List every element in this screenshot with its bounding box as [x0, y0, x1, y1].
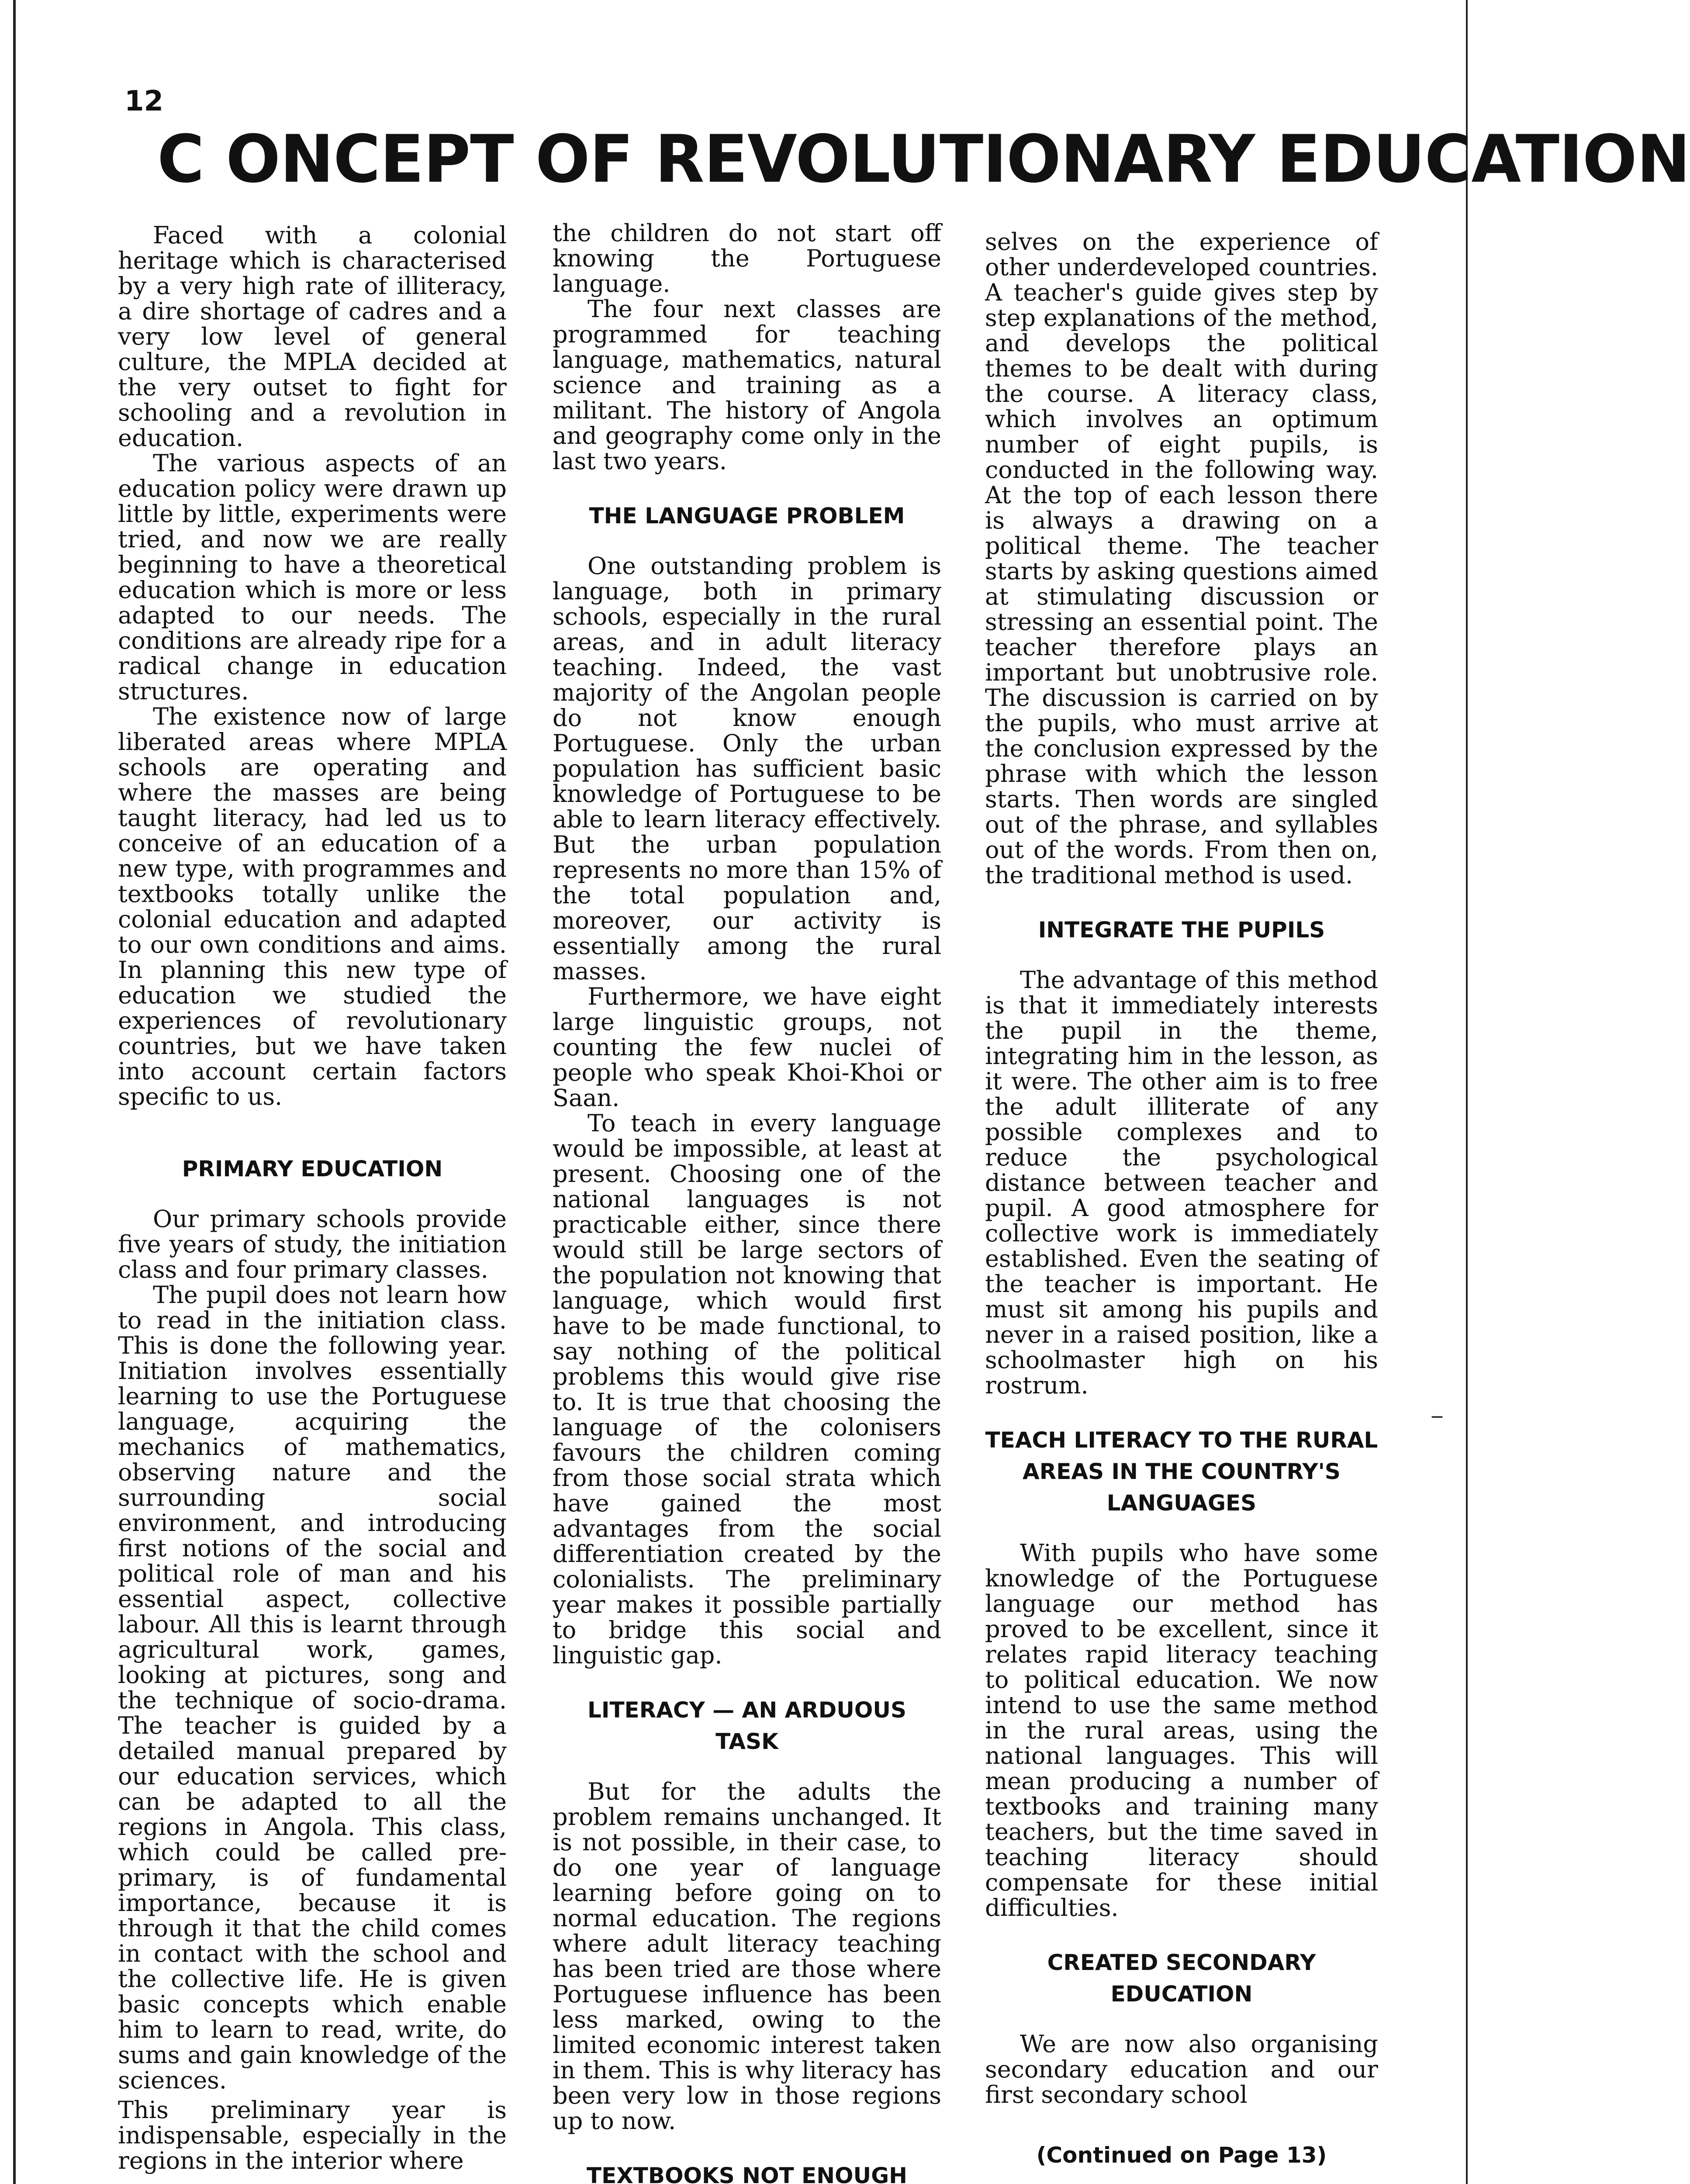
- column-2: [553, 221, 941, 2184]
- column-1: [118, 223, 507, 2174]
- paragraph: We are now also organising secondary education and our first secondary school: [985, 2030, 1378, 2108]
- paragraph: Faced with a colonial heritage which is characterised by a very high rate of illiteracy, a dire shortage of cadres and a very low level of general culture, the MPLA decided at the very outset to fight for schooling and a revolution in education.: [118, 221, 507, 452]
- paragraph: But for the adults the problem remains unchanged. It is not possible, in their case, to do one year of language learning before going on to normal education. The regions where adult literacy teaching has been tried are those where Portuguese influence has been less marked, owing to the limited economic interest taken in them. This is why literacy has been very low in those regions up to now.: [553, 1778, 941, 2135]
- paragraph: To teach in every language would be impossible, at least at present. Choosing one of the national languages is not practicable either, since there would still be large sectors of the population not knowing that language, which would first have to be made functional, to say nothing of the political problems this would give rise to. It is true that choosing the language of the colonisers favours the children coming from those social strata which have gained the most advantages from the social differentiation created by the colonialists. The preliminary year makes it possible partially to bridge this social and linguistic gap.: [553, 1109, 941, 1669]
- section-heading-primary-education: PRIMARY EDUCATION: [182, 1156, 443, 1182]
- paragraph: With pupils who have some knowledge of the Portuguese language our method has proved to be excellent, since it relates rapid literacy teaching to political education. We now intend to use the same method in the rural areas, using the national languages. This will mean producing a number of textbooks and training many teachers, but the time saved in teaching literacy should compensate for these initial difficulties.: [985, 1539, 1378, 1921]
- paragraph: This preliminary year is indispensable, especially in the regions in the interior where: [118, 2096, 507, 2174]
- section-heading-textbooks: TEXTBOOKS NOT ENOUGH: [586, 2163, 908, 2184]
- paragraph: The four next classes are programmed for teaching language, mathematics, natural science and training as a militant. The history of Angola and geography come only in the last two years.: [553, 295, 941, 475]
- paragraph: One outstanding problem is language, both in primary schools, especially in the rural areas, and in adult literacy teaching. Indeed, the vast majority of the Angolan people do not know enough Portuguese. Only the urban population has sufficient basic knowledge of Portuguese to be able to learn literacy effectively. But the urban population represents no more than 15% of the total population and, moreover, our activity is essentially among the rural masses.: [553, 552, 941, 985]
- continued-note: (Continued on Page 13): [1036, 2143, 1327, 2168]
- section-heading-literacy-task: LITERACY — AN ARDUOUS TASK: [587, 1697, 906, 1754]
- section-heading-teach-literacy: TEACH LITERACY TO THE RURAL AREAS IN THE COUNTRY'S LANGUAGES: [985, 1427, 1378, 1516]
- paragraph: The existence now of large liberated areas where MPLA schools are operating and where the masses are being taught literacy, had led us to conceive of an education of a new type, with programmes and textbooks totally unlike the colonial education and adapted to our own conditions and aims. In planning this new type of education we studied the experiences of revolutionary countries, but we have taken into account certain factors specific to us.: [118, 703, 507, 1110]
- margin-mark: –: [1431, 1400, 1444, 1431]
- paragraph: The advantage of this method is that it immediately interests the pupil in the theme, integrating him in the lesson, as it were. The other aim is to free the adult illiterate of any possible complexes and to reduce the psychological distance between teacher and pupil. A good atmosphere for collective work is immediately established. Even the seating of the teacher is important. He must sit among his pupils and never in a raised position, like a schoolmaster high on his rostrum.: [985, 966, 1378, 1399]
- section-heading-integrate-pupils: INTEGRATE THE PUPILS: [1038, 917, 1325, 943]
- paragraph: Our primary schools provide five years of study, the initiation class and four primary classes.: [118, 1205, 507, 1283]
- paragraph: the children do not start off knowing the Portuguese language.: [553, 219, 941, 297]
- column-3: [985, 229, 1378, 2168]
- paragraph: The pupil does not learn how to read in the initiation class. This is done the following year. Initiation involves essentially learning to use the Portuguese language, acquiring the mechanics of mathematics, observing nature and the surrounding social environment, and introducing first notions of the social and political role of man and his essential aspect, collective labour. All this is learnt through agricultural work, games, looking at pictures, song and the technique of socio-drama. The teacher is guided by a detailed manual prepared by our education services, which can be adapted to all the regions in Angola. This class, which could be called pre-primary, is of fundamental importance, because it is through it that the child comes in contact with the school and the collective life. He is given basic concepts which enable him to learn to read, write, do sums and gain knowledge of the sciences.: [118, 1281, 507, 2094]
- paragraph: Furthermore, we have eight large linguistic groups, not counting the few nuclei of people who speak Khoi-Khoi or Saan.: [553, 983, 941, 1112]
- paragraph: selves on the experience of other underdeveloped countries. A teacher's guide gives step by step explanations of the method, and develops the political themes to be dealt with during the course. A literacy class, which involves an optimum number of eight pupils, is conducted in the following way. At the top of each lesson there is always a drawing on a political theme. The teacher starts by asking questions aimed at stimulating discussion or stressing an essential point. The teacher therefore plays an important but unobtrusive role. The discussion is carried on by the pupils, who must arrive at the conclusion expressed by the phrase with which the lesson starts. Then words are singled out of the phrase, and syllables out of the words. From then on, the traditional method is used.: [985, 228, 1378, 889]
- headline: C ONCEPT OF REVOLUTIONARY EDUCATION: [157, 121, 1690, 197]
- section-heading-secondary-education: CREATED SECONDARY EDUCATION: [1047, 1950, 1316, 2007]
- paragraph: The various aspects of an education policy were drawn up little by little, experiments were tried, and now we are really beginning to have a theoretical education which is more or less adapted to our needs. The conditions are already ripe for a radical change in education structures.: [118, 449, 507, 705]
- section-heading-language-problem: THE LANGUAGE PROBLEM: [589, 503, 905, 529]
- page-number: 12: [124, 85, 164, 117]
